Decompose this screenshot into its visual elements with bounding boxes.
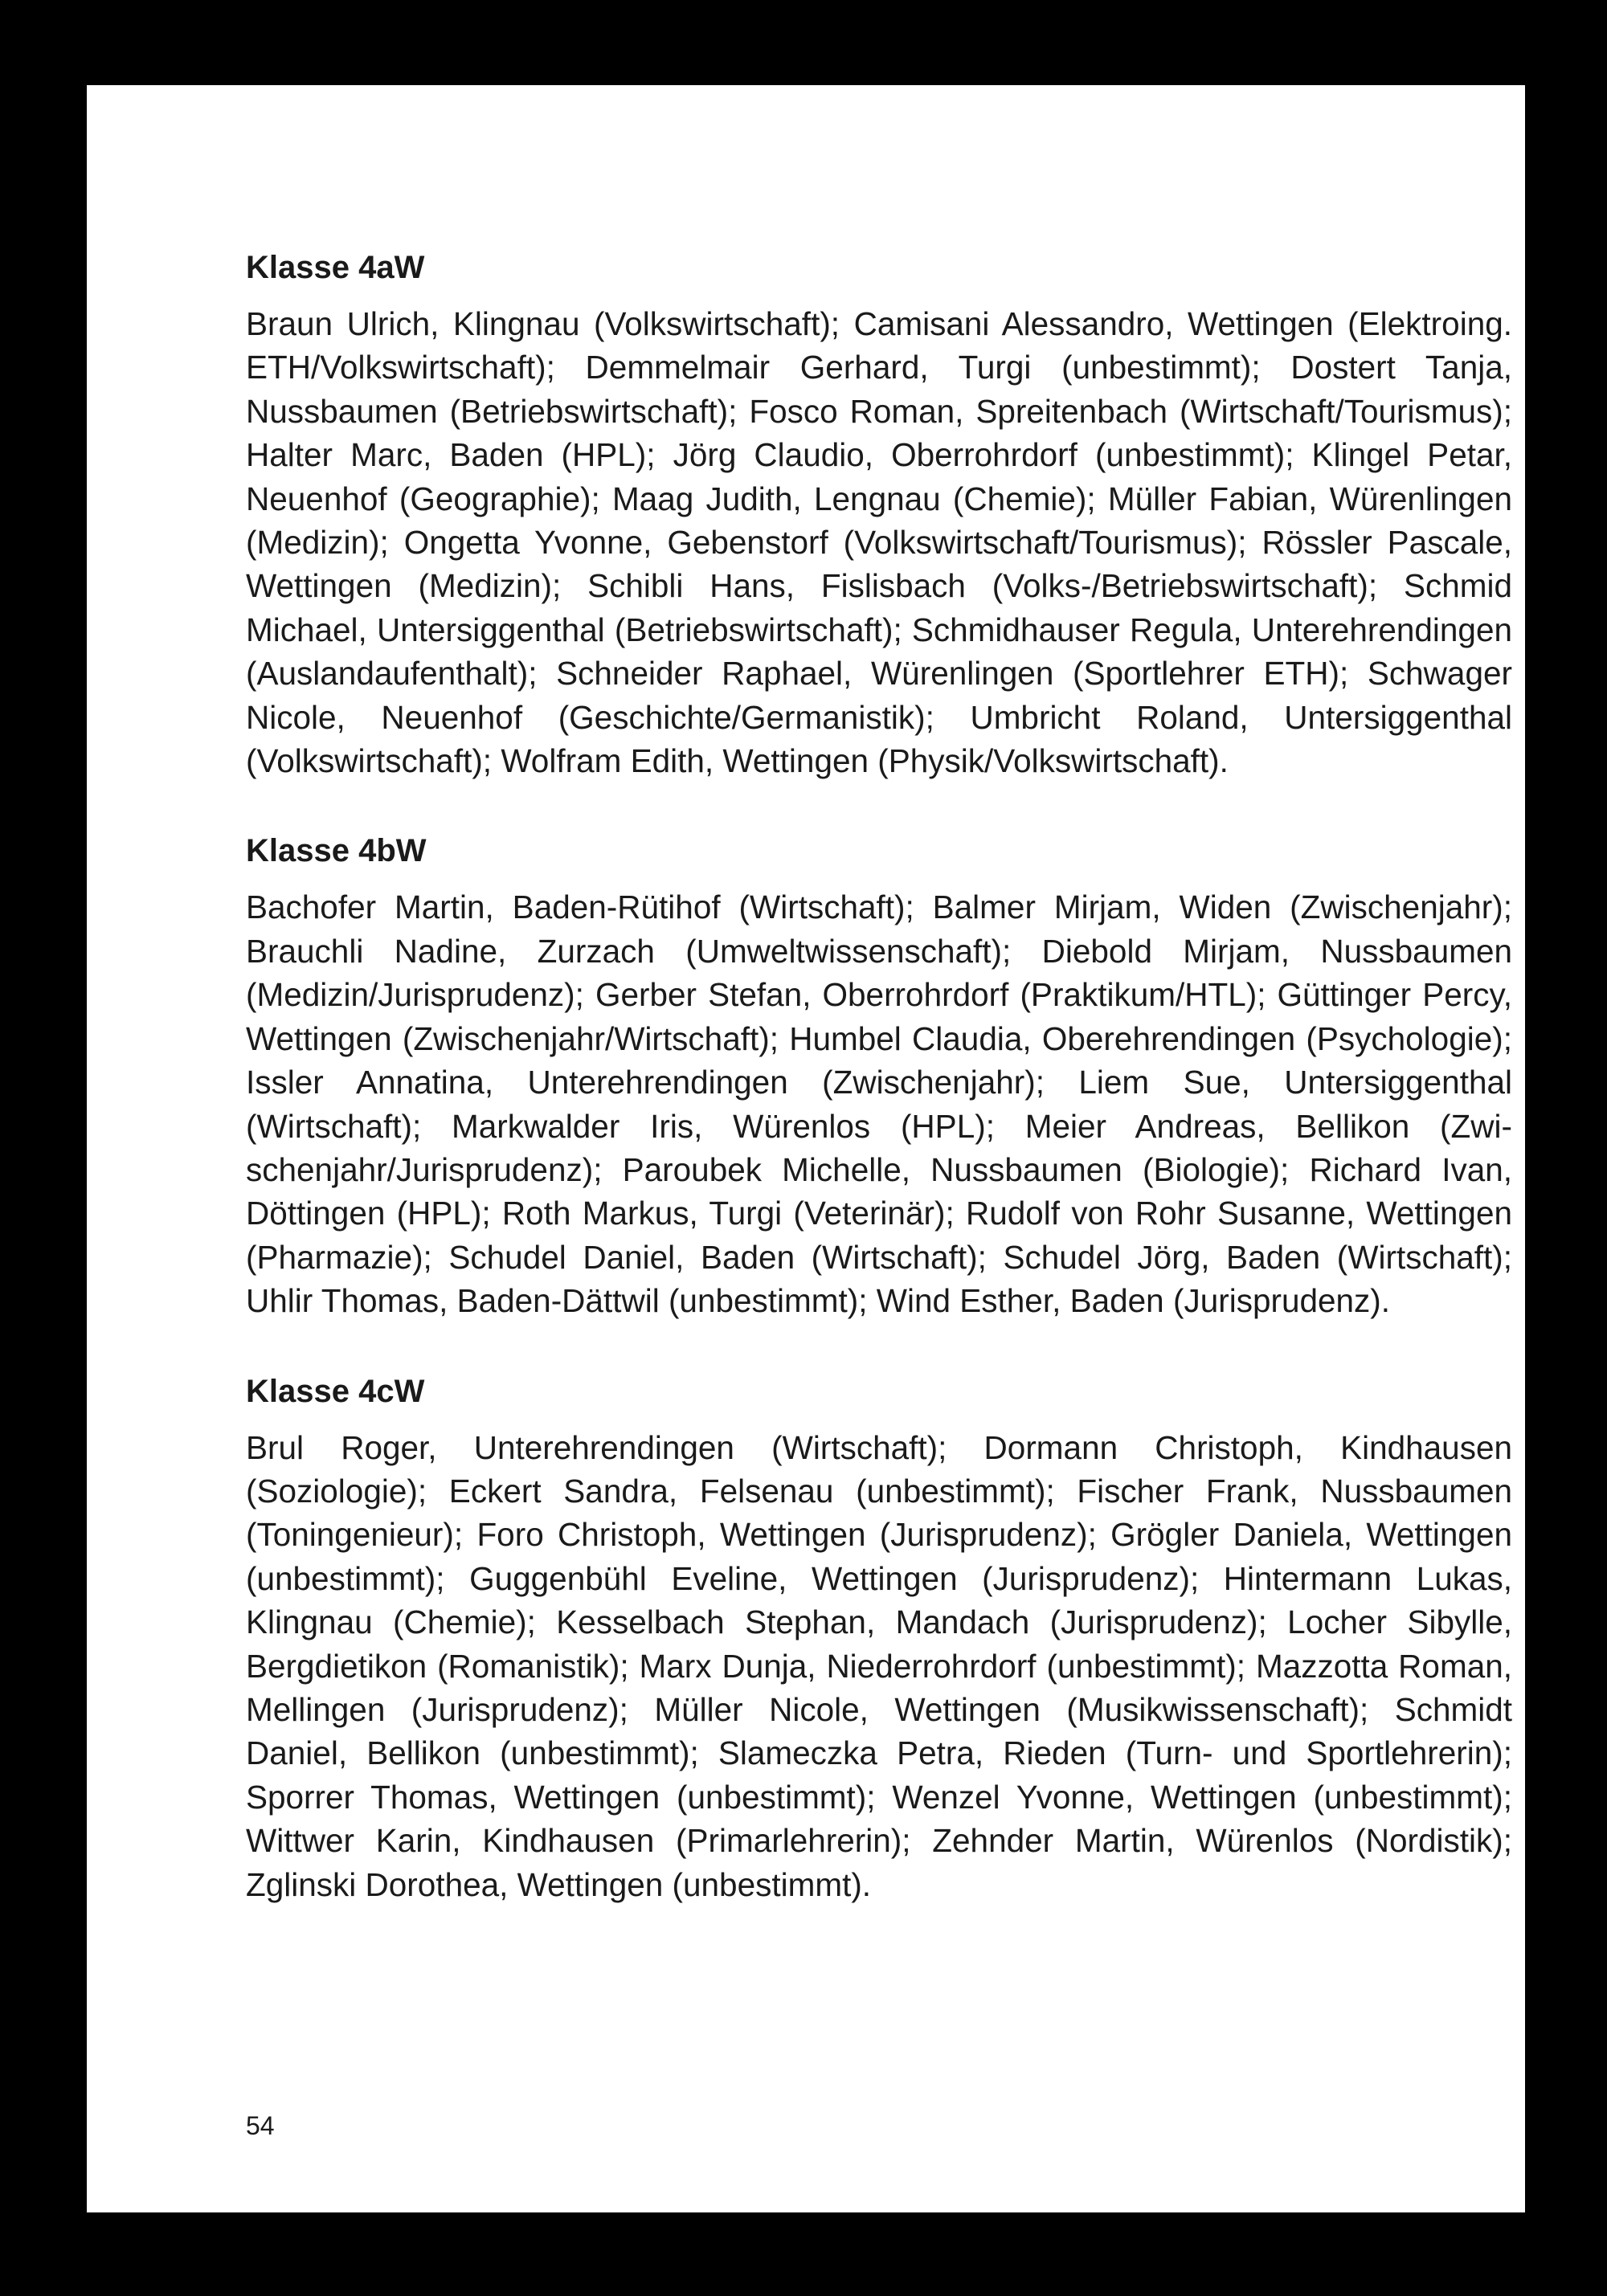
page-content	[246, 246, 1512, 1953]
section-heading: Klasse 4aW	[246, 250, 425, 285]
section-heading: Klasse 4cW	[246, 1373, 425, 1409]
section-body: Braun Ulrich, Klingnau (Volkswirtschaft); Camisani Alessandro, Wettingen (Elektroing. ETH/Volkswirtschaft); Demmelmair Gerhard, Turgi (unbestimmt); Dostert Tanja, Nussbaumen (Betriebswirtschaft); Fosco Roman, Spreitenbach (Wirtschaft/Tourismus); Halter Marc, Baden (HPL); Jörg Claudio, Oberrohrdorf (unbestimmt); Klingel Petar, Neuenhof (Geographie); Maag Judith, Lengnau (Chemie); Müller Fabian, Würenlingen (Medizin); Ongetta Yvonne, Gebenstorf (Volkswirtschaft/Tourismus); Rössler Pascale, Wettingen (Medizin); Schibli Hans, Fislisbach (Volks-/Betriebswirtschaft); Schmid Michael, Untersiggenthal (Betriebswirtschaft); Schmidhauser Regula, Unterehrendingen (Auslandaufenthalt); Schneider Raphael, Würenlingen (Sportlehrer ETH); Schwager Nicole, Neuenhof (Geschichte/Germanistik); Umbricht Roland, Untersiggenthal (Volkswirtschaft); Wolfram Edith, Wettingen (Physik/Volkswirtschaft).	[246, 305, 1512, 780]
section-klasse-4cw	[246, 1370, 1512, 1906]
section-body: Bachofer Martin, Baden-Rütihof (Wirtschaft); Balmer Mirjam, Widen (Zwischenjahr); Brauchli Nadine, Zurzach (Umweltwissenschaft); Diebold Mirjam, Nussbaumen (Medizin/Jurisprudenz); Gerber Stefan, Oberrohrdorf (Praktikum/HTL); Güttinger Percy, Wettingen (Zwischenjahr/Wirtschaft); Humbel Claudia, Oberehrendingen (Psychologie); Issler Annatina, Unterehrendingen (Zwischenjahr); Liem Sue, Untersiggenthal (Wirtschaft); Markwalder Iris, Würenlos (HPL); Meier Andreas, Bellikon (Zwischenjahr/Jurisprudenz); Paroubek Michelle, Nussbaumen (Biologie); Richard Ivan, Döttingen (HPL); Roth Markus, Turgi (Veterinär); Rudolf von Rohr Susanne, Wettingen (Pharmazie); Schudel Daniel, Baden (Wirtschaft); Schudel Jörg, Baden (Wirtschaft); Uhlir Thomas, Baden-Dättwil (unbestimmt); Wind Esther, Baden (Jurisprudenz).	[246, 889, 1512, 1320]
document-page	[87, 85, 1525, 2212]
section-klasse-4aw	[246, 246, 1512, 782]
section-body: Brul Roger, Unterehrendingen (Wirtschaft); Dormann Christoph, Kindhausen (Soziologie); Eckert Sandra, Felsenau (unbestimmt); Fischer Frank, Nussbaumen (Toningenieur); Foro Christoph, Wettingen (Jurisprudenz); Grögler Daniela, Wettingen (unbestimmt); Guggenbühl Eveline, Wettingen (Jurisprudenz); Hintermann Lukas, Klingnau (Chemie); Kesselbach Stephan, Mandach (Jurisprudenz); Locher Sibylle, Bergdietikon (Romanistik); Marx Dunja, Niederrohrdorf (unbestimmt); Mazzotta Roman, Mellingen (Jurisprudenz); Müller Nicole, Wettingen (Musikwissenschaft); Schmidt Daniel, Bellikon (unbestimmt); Slameczka Petra, Rieden (Turn- und Sportlehrerin); Sporrer Thomas, Wettingen (unbestimmt); Wenzel Yvonne, Wettingen (unbestimmt); Wittwer Karin, Kindhausen (Primarlehrerin); Zehnder Martin, Würenlos (Nordistik); Zglinski Dorothea, Wettingen (unbestimmt).	[246, 1428, 1512, 1903]
section-heading: Klasse 4bW	[246, 833, 427, 869]
section-klasse-4bw	[246, 829, 1512, 1322]
page-number: 54	[246, 2111, 275, 2140]
